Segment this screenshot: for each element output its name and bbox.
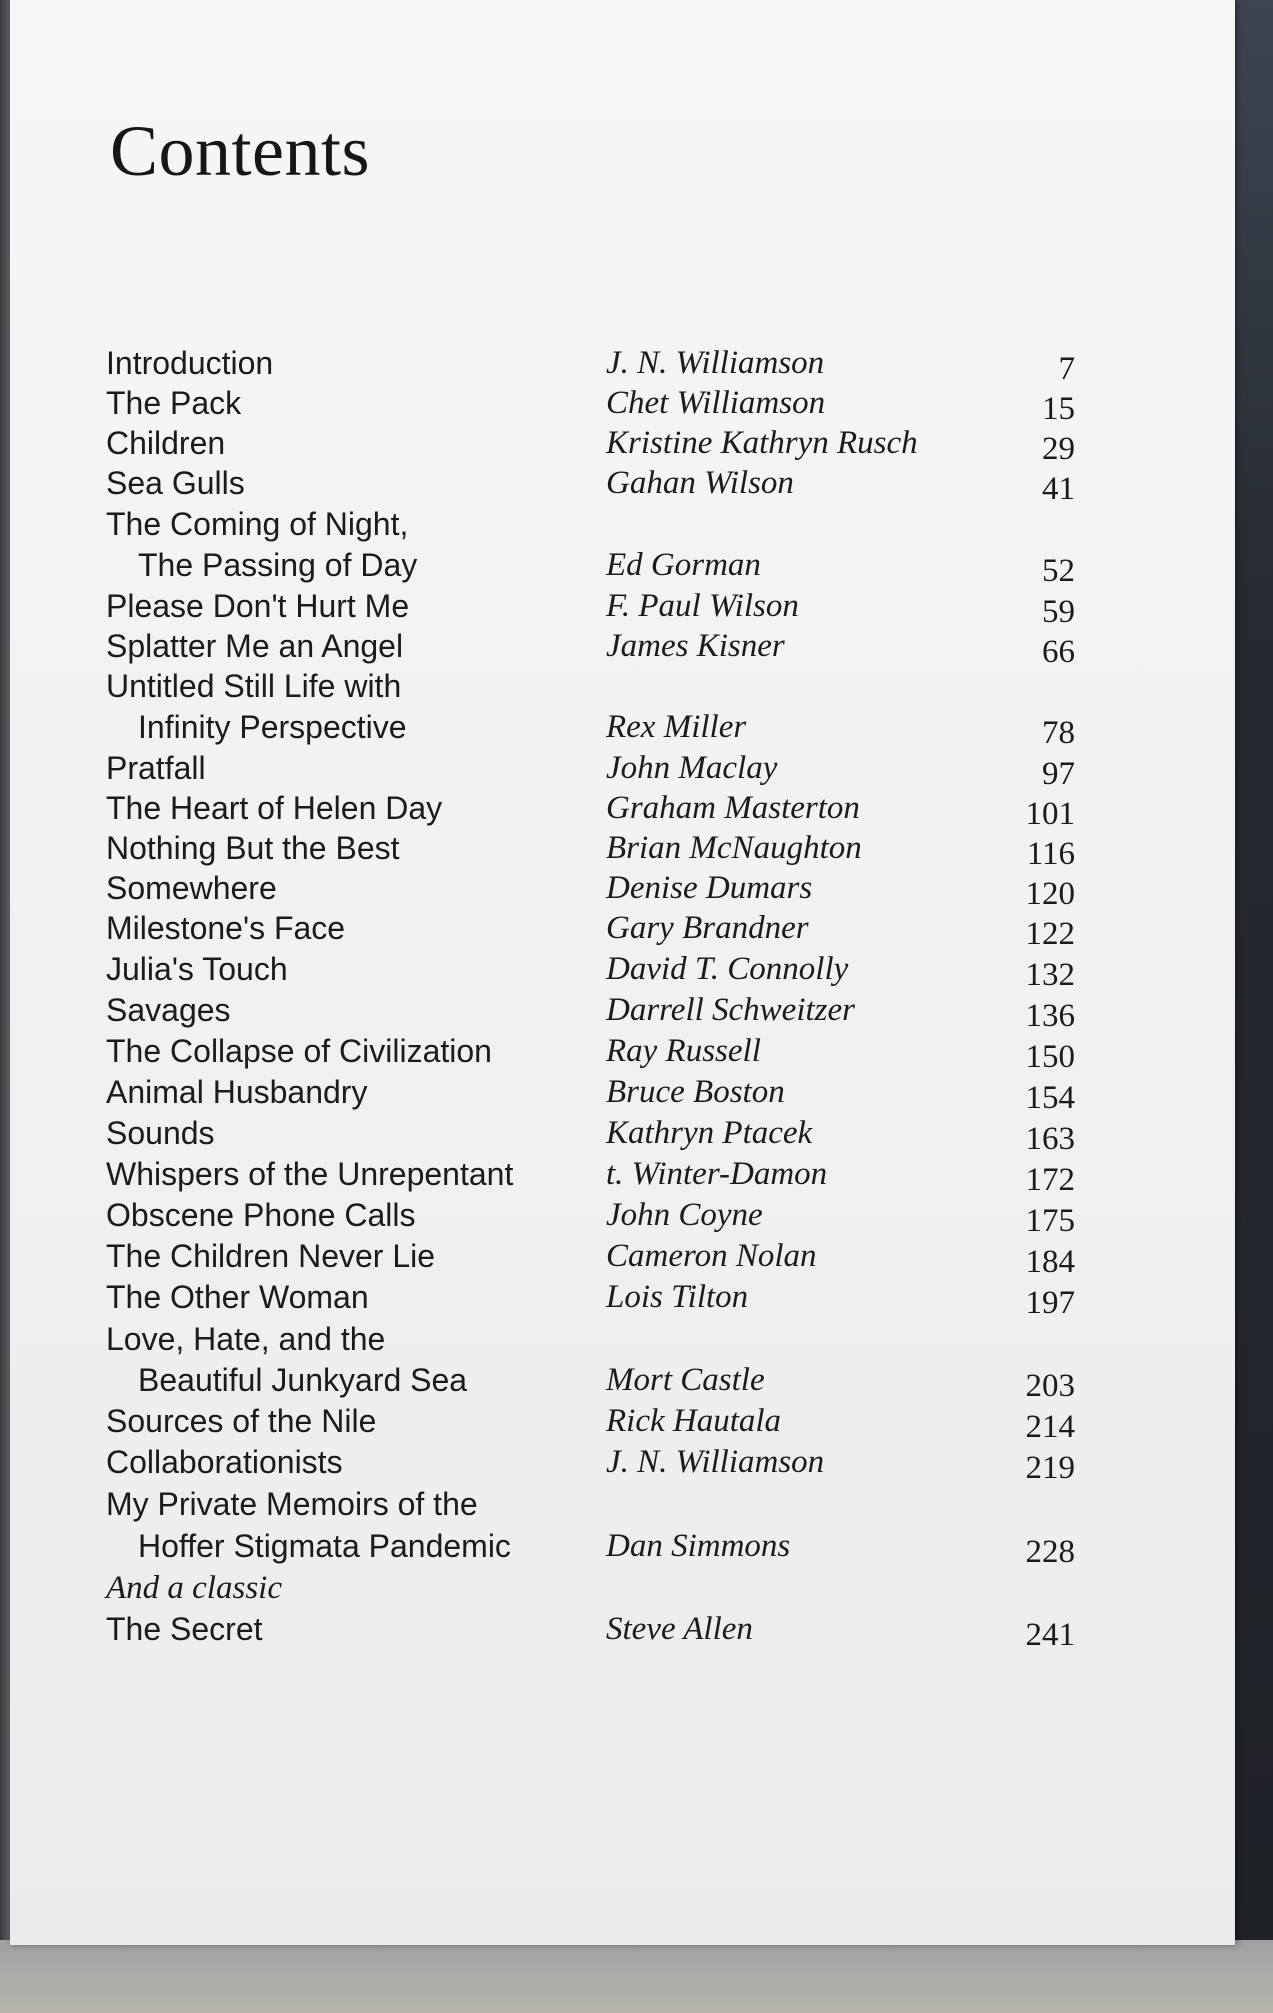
page-number: 172: [1025, 1162, 1075, 1198]
story-title: Obscene Phone Calls: [106, 1197, 416, 1233]
page-number: 154: [1025, 1080, 1075, 1116]
story-author: Gary Brandner: [606, 910, 809, 946]
page-number: 120: [1025, 876, 1075, 912]
story-title: Introduction: [106, 345, 274, 381]
story-author: J. N. Williamson: [606, 1444, 825, 1480]
story-author: Rick Hautala: [606, 1403, 782, 1439]
story-title: The Other Woman: [106, 1279, 369, 1315]
page-number: 132: [1025, 957, 1075, 993]
story-title: Julia's Touch: [106, 951, 288, 987]
page-number: 228: [1025, 1534, 1075, 1570]
story-author: J. N. Williamson: [606, 345, 825, 381]
page-number: 214: [1025, 1409, 1075, 1445]
story-title: Whispers of the Unrepentant: [106, 1156, 514, 1192]
contents-entry: [10, 1362, 1235, 1402]
contents-entry: [10, 992, 1235, 1032]
story-title: The Collapse of Civilization: [106, 1033, 492, 1069]
contents-entry: [10, 628, 1235, 668]
page-number: 219: [1025, 1450, 1075, 1486]
story-title: Please Don't Hurt Me: [106, 588, 410, 624]
story-author: F. Paul Wilson: [606, 588, 799, 624]
story-author: Chet Williamson: [606, 385, 826, 421]
page-number: 97: [1042, 756, 1075, 792]
story-author: Rex Miller: [606, 709, 747, 745]
contents-entry: [10, 1570, 1235, 1610]
story-author: Cameron Nolan: [606, 1238, 817, 1274]
contents-entry: [10, 1486, 1235, 1526]
contents-entry: [10, 870, 1235, 910]
story-title: Sources of the Nile: [106, 1403, 377, 1439]
story-author: John Coyne: [606, 1197, 763, 1233]
story-title: Untitled Still Life with: [106, 668, 402, 704]
story-author: John Maclay: [606, 750, 778, 786]
story-title: The Pack: [106, 385, 242, 421]
contents-entry: [10, 1611, 1235, 1651]
background-table-surface: [0, 1940, 1273, 2013]
contents-entry: [10, 790, 1235, 830]
contents-entry: [10, 1197, 1235, 1237]
contents-entry: [10, 1403, 1235, 1443]
story-title: Collaborationists: [106, 1444, 343, 1480]
contents-entry: [10, 709, 1235, 749]
contents-entry: [10, 1279, 1235, 1319]
story-title: Splatter Me an Angel: [106, 628, 404, 664]
contents-entry: [10, 750, 1235, 790]
story-title: The Coming of Night,: [106, 506, 409, 542]
story-title: The Children Never Lie: [106, 1238, 436, 1274]
book-page: [10, 0, 1235, 1945]
contents-entry: [10, 1321, 1235, 1361]
page-title: Contents: [110, 111, 371, 191]
page-number: 116: [1026, 836, 1075, 872]
page-number: 59: [1042, 594, 1075, 630]
story-author: t. Winter-Damon: [606, 1156, 828, 1192]
contents-entry: [10, 1238, 1235, 1278]
story-author: Kathryn Ptacek: [606, 1115, 813, 1151]
story-title: Sounds: [106, 1115, 215, 1151]
contents-entry: [10, 1528, 1235, 1568]
page-number: 29: [1042, 431, 1075, 467]
story-author: Lois Tilton: [606, 1279, 749, 1315]
contents-entry: [10, 465, 1235, 505]
page-number: 197: [1025, 1285, 1075, 1321]
contents-entry: [10, 385, 1235, 425]
contents-entry: [10, 1033, 1235, 1073]
story-title: Love, Hate, and the: [106, 1321, 386, 1357]
page-number: 78: [1042, 715, 1075, 751]
story-title: Beautiful Junkyard Sea: [138, 1362, 468, 1398]
story-author: Graham Masterton: [606, 790, 860, 826]
story-title: Savages: [106, 992, 231, 1028]
story-title: Sea Gulls: [106, 465, 245, 501]
contents-entry: [10, 425, 1235, 465]
story-author: Dan Simmons: [606, 1528, 791, 1564]
story-author: James Kisner: [606, 628, 785, 664]
page-number: 136: [1025, 998, 1075, 1034]
page-number: 122: [1025, 916, 1075, 952]
story-title: Animal Husbandry: [106, 1074, 368, 1110]
story-title: Hoffer Stigmata Pandemic: [138, 1528, 511, 1564]
page-number: 52: [1042, 553, 1075, 589]
page-number: 163: [1025, 1121, 1075, 1157]
page-number: 241: [1025, 1617, 1075, 1653]
story-title: The Passing of Day: [138, 547, 418, 583]
story-title: Somewhere: [106, 870, 277, 906]
page-number: 203: [1025, 1368, 1075, 1404]
page-number: 15: [1042, 391, 1075, 427]
page-number: 101: [1025, 796, 1075, 832]
contents-entry: [10, 345, 1235, 385]
story-title: My Private Memoirs of the: [106, 1486, 478, 1522]
contents-entry: [10, 1156, 1235, 1196]
story-title: The Secret: [106, 1611, 263, 1647]
page-number: 66: [1042, 634, 1075, 670]
page-number: 150: [1025, 1039, 1075, 1075]
contents-entry: [10, 506, 1235, 546]
story-author: Ed Gorman: [606, 547, 761, 583]
story-title: And a classic: [106, 1570, 282, 1606]
contents-entry: [10, 547, 1235, 587]
page-number: 175: [1025, 1203, 1075, 1239]
story-author: Steve Allen: [606, 1611, 753, 1647]
story-author: Mort Castle: [606, 1362, 765, 1398]
contents-entry: [10, 588, 1235, 628]
page-number: 41: [1042, 471, 1075, 507]
page-number: 7: [1058, 351, 1075, 387]
story-title: Children: [106, 425, 226, 461]
contents-entry: [10, 830, 1235, 870]
story-author: Darrell Schweitzer: [606, 992, 855, 1028]
story-author: Gahan Wilson: [606, 465, 794, 501]
story-title: Milestone's Face: [106, 910, 346, 946]
contents-entry: [10, 1115, 1235, 1155]
story-author: Brian McNaughton: [606, 830, 862, 866]
contents-entry: [10, 910, 1235, 950]
story-title: Infinity Perspective: [138, 709, 407, 745]
contents-entry: [10, 951, 1235, 991]
story-title: Pratfall: [106, 750, 206, 786]
story-author: Denise Dumars: [606, 870, 813, 906]
page-number: 184: [1025, 1244, 1075, 1280]
contents-entry: [10, 1444, 1235, 1484]
story-author: Bruce Boston: [606, 1074, 785, 1110]
contents-entry: [10, 1074, 1235, 1114]
story-author: Kristine Kathryn Rusch: [606, 425, 918, 461]
story-author: Ray Russell: [606, 1033, 761, 1069]
story-author: David T. Connolly: [606, 951, 849, 987]
contents-entry: [10, 668, 1235, 708]
story-title: Nothing But the Best: [106, 830, 400, 866]
story-title: The Heart of Helen Day: [106, 790, 443, 826]
